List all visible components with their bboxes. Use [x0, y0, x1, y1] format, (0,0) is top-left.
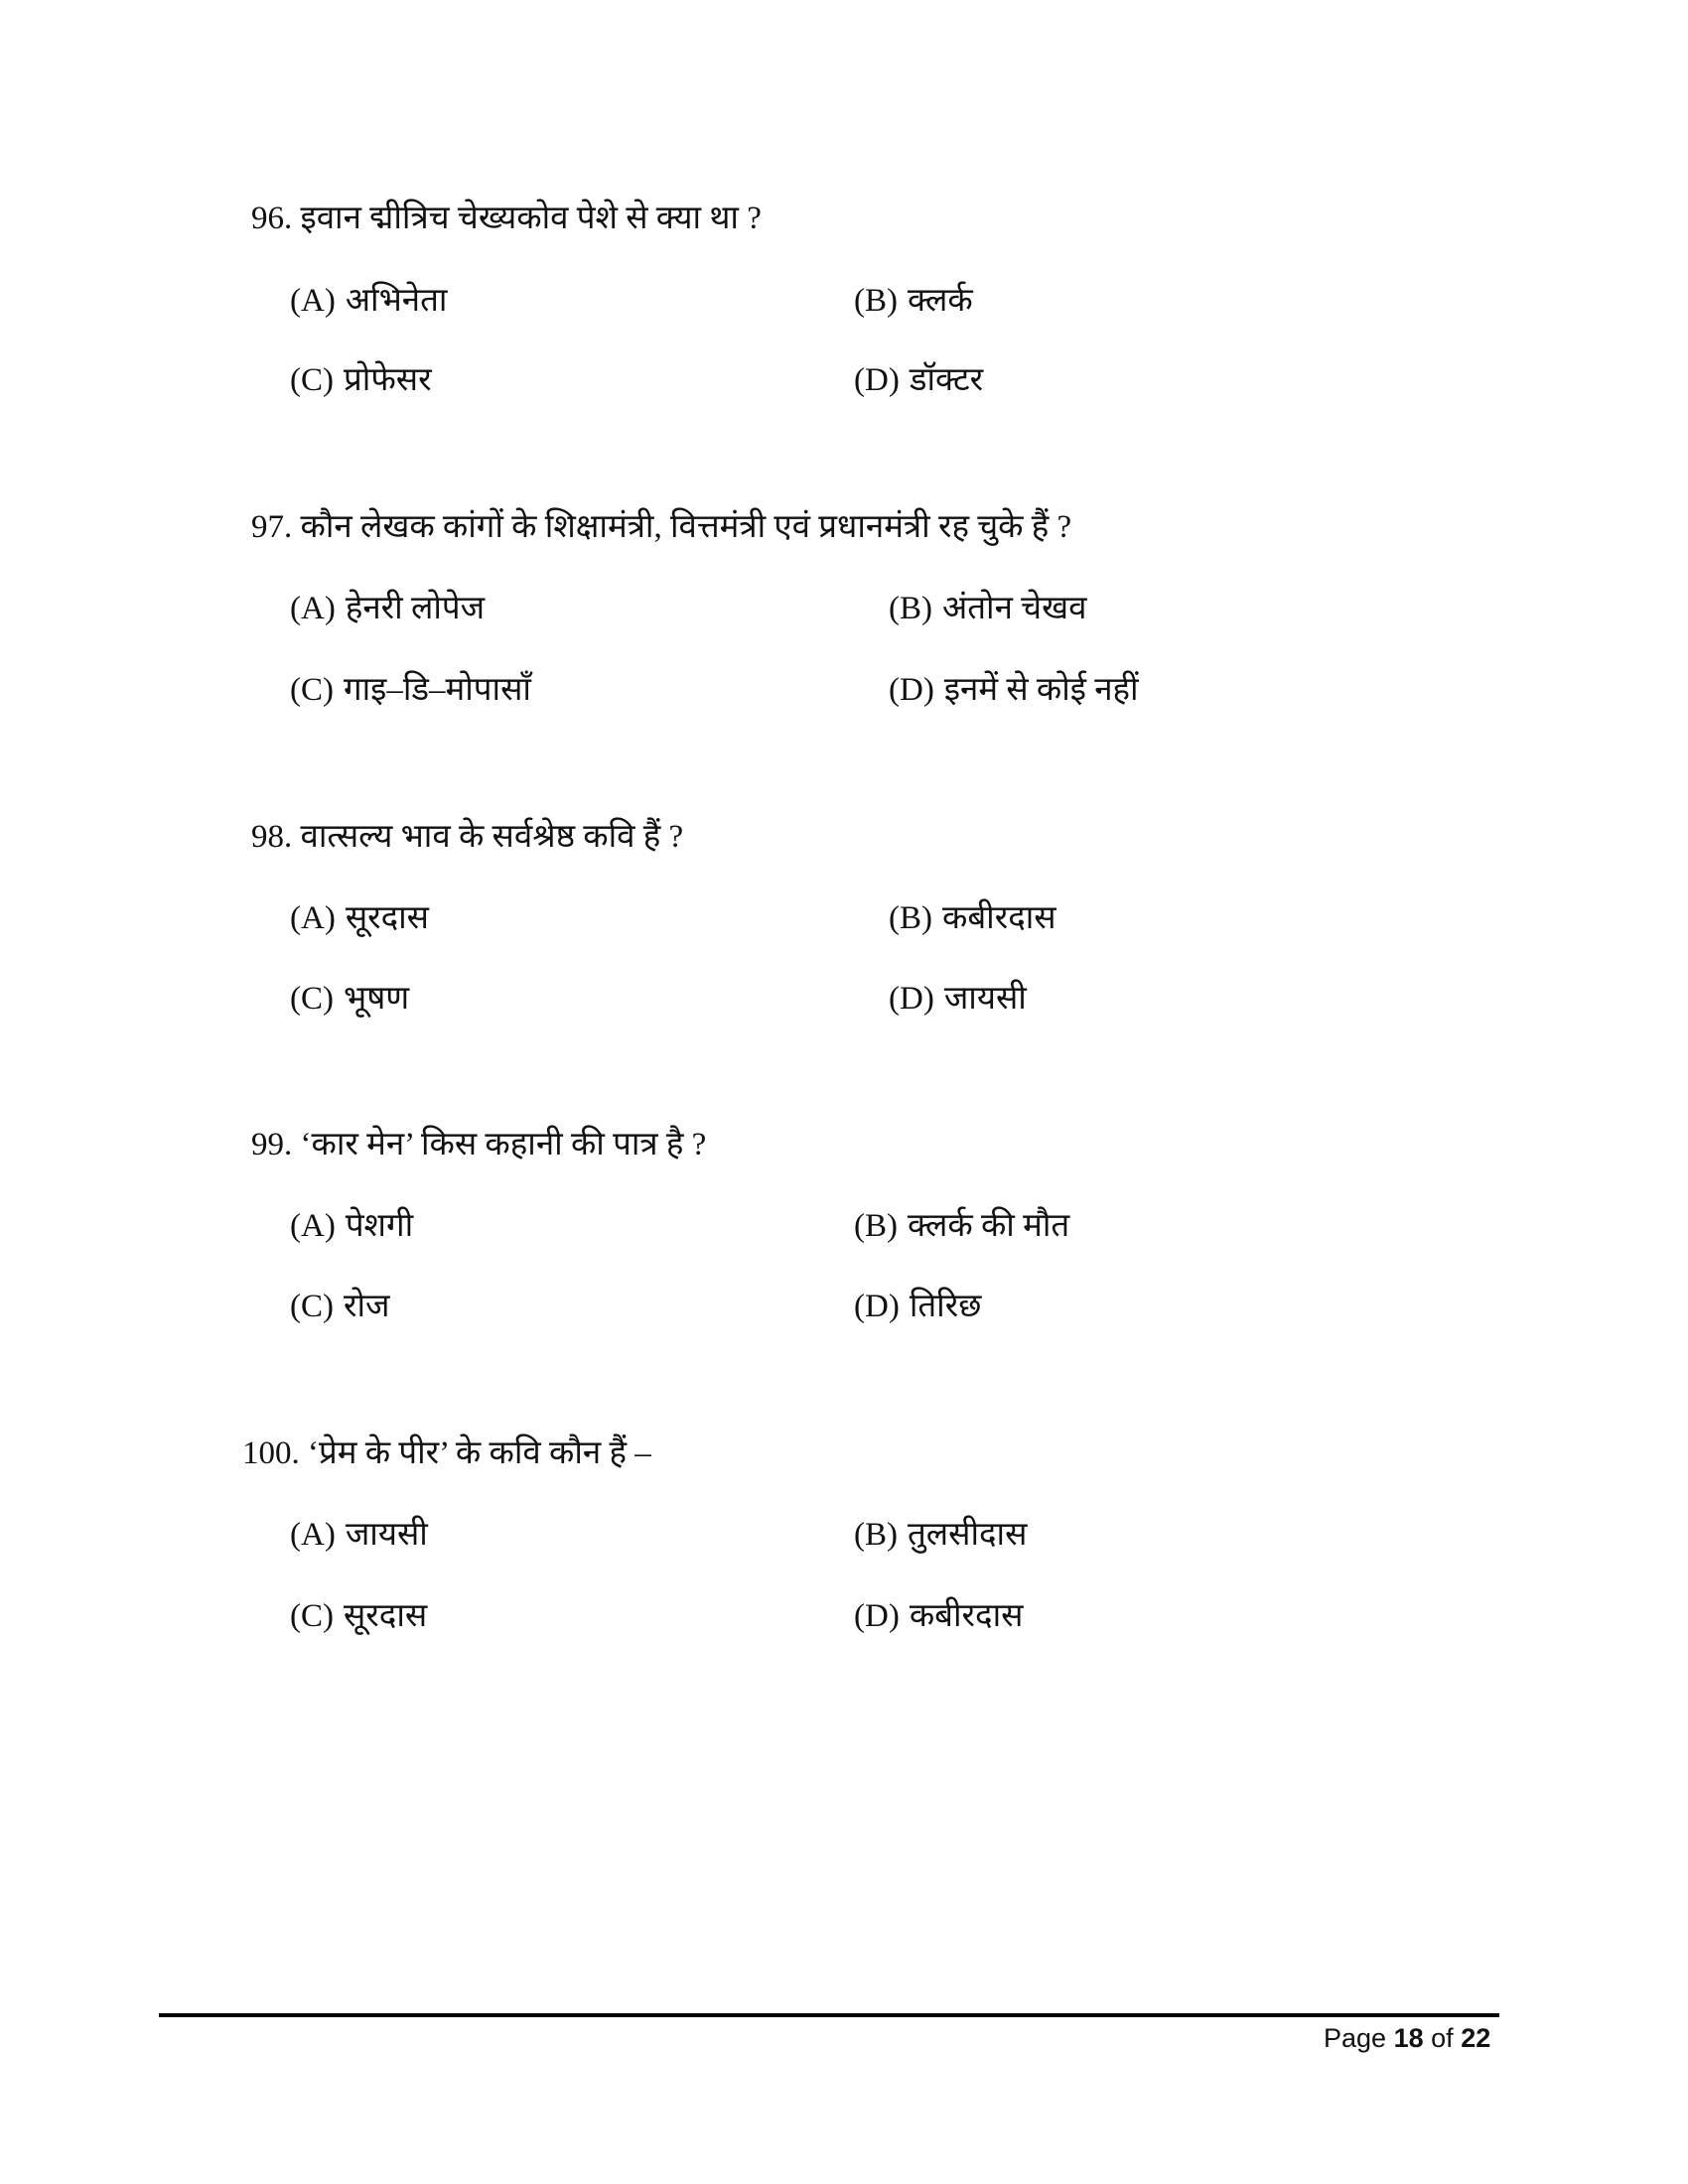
question-number: 98. — [251, 819, 293, 855]
option-label: (A) — [290, 1517, 336, 1553]
option-96-a — [290, 281, 447, 321]
option-96-d — [854, 360, 983, 400]
option-label: (B) — [854, 1208, 898, 1244]
option-label: (C) — [290, 1598, 334, 1634]
option-98-d — [889, 979, 1027, 1019]
page-number — [1324, 2021, 1490, 2055]
option-text: कबीरदास — [909, 1598, 1024, 1634]
of-label: of — [1431, 2023, 1454, 2053]
option-label: (B) — [854, 283, 898, 319]
question-text: वात्सल्य भाव के सर्वश्रेष्ठ कवि हैं ? — [300, 819, 684, 855]
option-text: कबीरदास — [942, 900, 1056, 936]
question-number: 100. — [242, 1435, 300, 1471]
option-98-b — [889, 898, 1056, 938]
option-label: (D) — [889, 672, 934, 708]
option-text: सूरदास — [345, 900, 429, 936]
option-text: सूरदास — [344, 1598, 428, 1634]
option-text: रोज — [344, 1289, 390, 1324]
option-label: (D) — [854, 362, 900, 398]
option-96-c — [290, 360, 432, 400]
option-label: (C) — [290, 672, 334, 708]
option-text: तिरिछ — [909, 1289, 982, 1324]
option-label: (C) — [290, 1289, 334, 1324]
question-number: 99. — [251, 1127, 293, 1162]
option-100-d — [854, 1596, 1023, 1636]
option-97-a — [290, 589, 485, 628]
option-99-a — [290, 1206, 413, 1246]
option-label: (D) — [854, 1289, 900, 1324]
option-100-c — [290, 1596, 427, 1636]
question-text: ‘प्रेम के पीर’ के कवि कौन हैं – — [308, 1435, 651, 1471]
option-text: अभिनेता — [345, 283, 448, 319]
option-text: पेशगी — [345, 1208, 414, 1244]
question-number: 96. — [251, 201, 293, 236]
option-label: (A) — [290, 591, 336, 626]
option-label: (C) — [290, 362, 334, 398]
option-label: (B) — [889, 900, 932, 936]
option-100-a — [290, 1515, 428, 1555]
option-label: (D) — [889, 981, 934, 1017]
question-97 — [251, 507, 1071, 547]
option-text: डॉक्टर — [909, 362, 984, 398]
option-label: (B) — [889, 591, 932, 626]
option-97-d — [889, 670, 1139, 710]
question-text: ‘कार मेन’ किस कहानी की पात्र है ? — [300, 1127, 707, 1162]
option-99-d — [854, 1287, 981, 1326]
option-label: (A) — [290, 1208, 336, 1244]
option-99-c — [290, 1287, 390, 1326]
option-text: क्लर्क — [908, 283, 973, 319]
option-label: (C) — [290, 981, 334, 1017]
option-label: (D) — [854, 1598, 900, 1634]
option-text: अंतोन चेखव — [942, 591, 1087, 626]
option-text: हेनरी लोपेज — [345, 591, 486, 626]
question-96 — [251, 199, 762, 238]
option-label: (B) — [854, 1517, 898, 1553]
option-99-b — [854, 1206, 1069, 1246]
total-pages: 22 — [1461, 2023, 1491, 2053]
option-96-b — [854, 281, 973, 321]
question-99 — [251, 1125, 706, 1164]
question-text: इवान द्मीत्रिच चेख्यकोव पेशे से क्या था ? — [300, 201, 762, 236]
option-98-a — [290, 898, 429, 938]
option-label: (A) — [290, 900, 336, 936]
option-text: जायसी — [943, 981, 1027, 1017]
option-text: गाइ–डि–मोपासाँ — [344, 672, 531, 708]
option-text: इनमें से कोई नहीं — [943, 672, 1139, 708]
option-text: तुलसीदास — [908, 1517, 1028, 1553]
current-page: 18 — [1393, 2023, 1424, 2053]
option-100-b — [854, 1515, 1027, 1555]
question-100 — [242, 1433, 651, 1473]
question-number: 97. — [251, 509, 293, 545]
page-prefix: Page — [1324, 2023, 1387, 2053]
question-98 — [251, 817, 683, 857]
option-97-c — [290, 670, 531, 710]
option-text: प्रोफेसर — [344, 362, 432, 398]
footer-divider — [159, 2013, 1499, 2017]
question-text: कौन लेखक कांगों के शिक्षामंत्री, वित्तमंत्री एवं प्रधानमंत्री रह चुके हैं ? — [300, 509, 1072, 545]
option-text: जायसी — [345, 1517, 428, 1553]
option-97-b — [889, 589, 1086, 628]
option-98-c — [290, 979, 409, 1019]
option-text: क्लर्क की मौत — [908, 1208, 1070, 1244]
option-label: (A) — [290, 283, 336, 319]
option-text: भूषण — [344, 981, 410, 1017]
